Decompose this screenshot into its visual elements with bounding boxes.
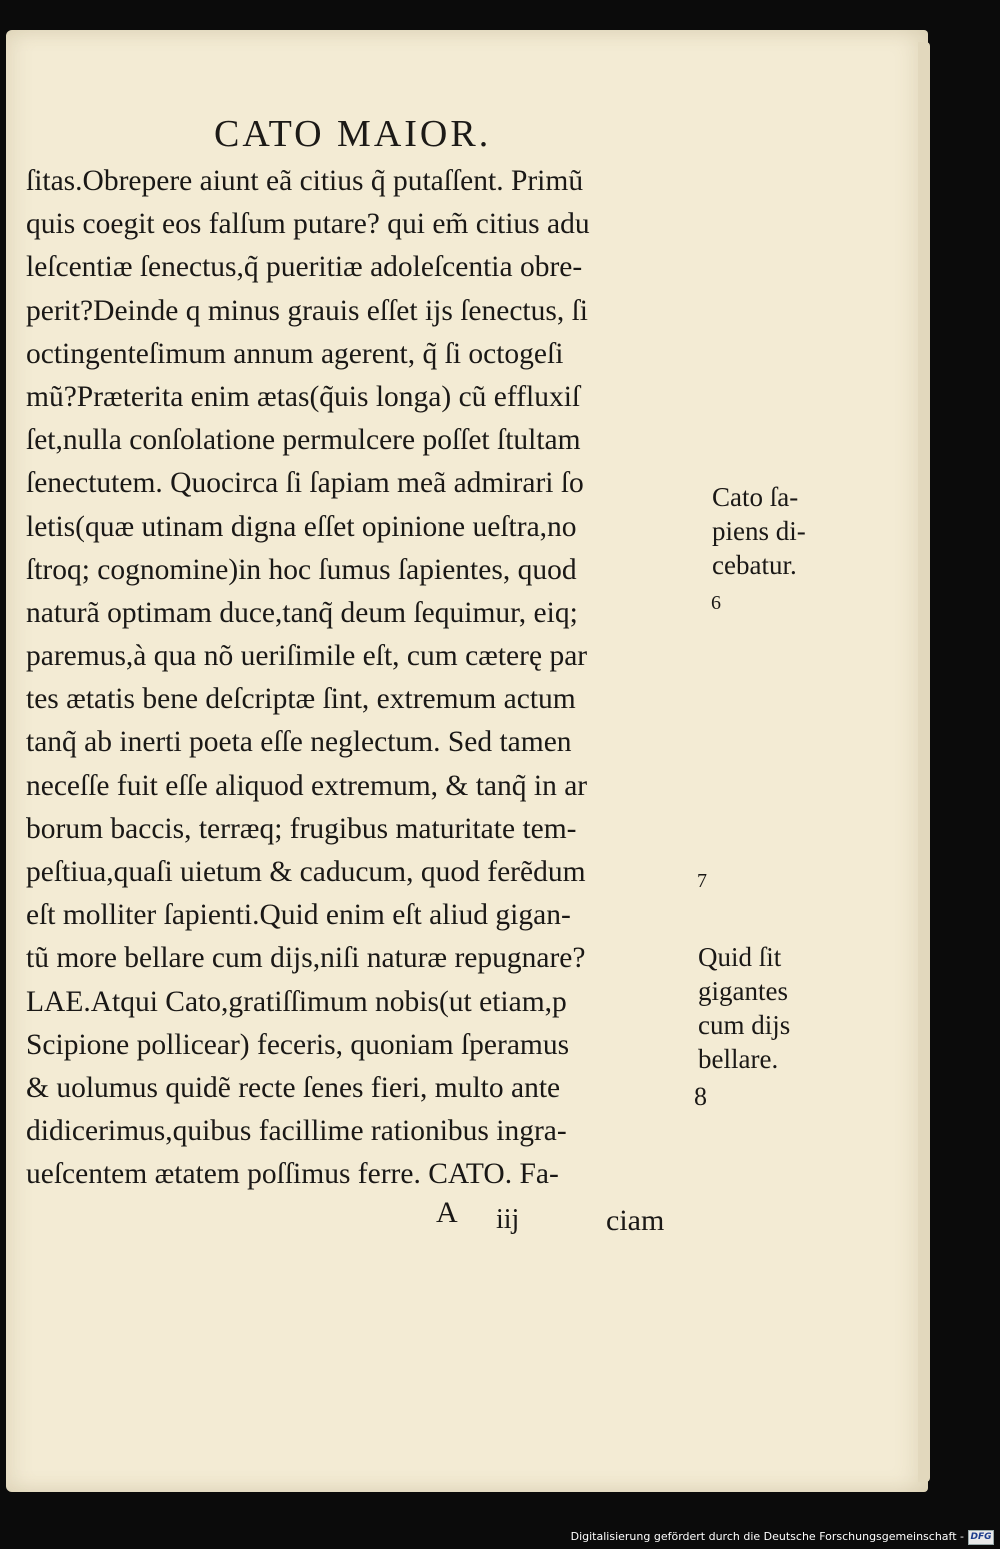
section-marker: 8 <box>694 1082 707 1111</box>
text-line: tũ more bellare cum dijs,niſi naturæ repugnare? <box>26 942 586 975</box>
text-line: ſenectutem. Quocirca ſi ſapiam meã admirari ſo <box>26 467 584 500</box>
text-line: paremus,à qua nõ ueriſimile eſt, cum cæterę par <box>26 640 588 673</box>
text-line: neceſſe fuit eſſe aliquod extremum, & tanq̃ in ar <box>26 769 588 802</box>
running-head: CATO MAIOR. <box>214 113 492 155</box>
text-line: ſtroq; cognomine)in hoc ſumus ſapientes, quod <box>26 553 577 586</box>
text-line: mũ?Præterita enim ætas(q̃uis longa) cũ effluxiſ <box>26 380 581 413</box>
text-line: didicerimus,quibus facillime rationibus ingra- <box>26 1115 567 1148</box>
text-line: peſtiua,quaſi uietum & caducum, quod ferẽdum <box>26 856 586 888</box>
margin-note-line: bellare. <box>698 1044 779 1074</box>
text-line: tanq̃ ab inerti poeta eſſe neglectum. Sed tamen <box>26 726 572 759</box>
text-line: quis coegit eos falſum putare? qui em̃ citius adu <box>26 208 590 241</box>
margin-note-line: cebatur. <box>712 550 797 580</box>
text-line: tes ætatis bene deſcriptæ ſint, extremum actum <box>26 683 576 716</box>
dfg-logo: DFG <box>968 1530 994 1545</box>
catchword: ciam <box>606 1204 665 1237</box>
text-line: letis(quæ utinam digna eſſet opinione ueſtra,no <box>26 510 577 543</box>
main-text-block <box>26 160 716 1197</box>
text-line: borum baccis, terræq; frugibus maturitate tem- <box>26 812 577 845</box>
text-line: & uolumus quidẽ recte ſenes fieri, multo ante <box>26 1071 561 1104</box>
text-line: eſt molliter ſapienti.Quid enim eſt aliud gigan- <box>26 899 571 932</box>
signature-numeral: iij <box>496 1204 520 1235</box>
margin-note-line: gigantes <box>698 976 788 1006</box>
text-line: leſcentiæ ſenectus,q̃ pueritiæ adoleſcentia obre- <box>26 251 583 284</box>
text-line: ueſcentem ætatem poſſimus ferre. CATO. Fa- <box>26 1158 559 1191</box>
text-line: ſet,nulla conſolatione permulcere poſſet ſtultam <box>26 424 581 457</box>
text-line: perit?Deinde q minus grauis eſſet ijs ſenectus, ſi <box>26 294 588 327</box>
signature-mark: A <box>436 1196 458 1229</box>
margin-note-line: cum dijs <box>698 1010 791 1040</box>
text-line: LAE.Atqui Cato,gratiſſimum nobis(ut etiam,p <box>26 985 567 1018</box>
text-line: Scipione pollicear) feceris, quoniam ſperamus <box>26 1028 570 1061</box>
section-marker: 6 <box>711 592 721 614</box>
section-marker: 7 <box>697 870 707 892</box>
margin-note-line: piens di- <box>712 516 806 546</box>
margin-note-line: Quid ſit <box>698 942 782 972</box>
text-line: naturã optimam duce,tanq̃ deum ſequimur, eiq; <box>26 596 578 629</box>
text-line: ſitas.Obrepere aiunt eã citius q̃ putaſſent. Primũ <box>26 165 584 197</box>
margin-note-line: Cato ſa- <box>712 482 799 512</box>
footer-credit: Digitalisierung gefördert durch die Deutsche Forschungsgemeinschaft - <box>570 1530 964 1543</box>
text-line: octingenteſimum annum agerent, q̃ ſi octogeſi <box>26 337 564 370</box>
footer-bar <box>0 1528 1000 1549</box>
margin-note-gigantes <box>698 940 790 1076</box>
page-edge <box>918 42 930 1482</box>
margin-note-cato <box>712 480 806 582</box>
